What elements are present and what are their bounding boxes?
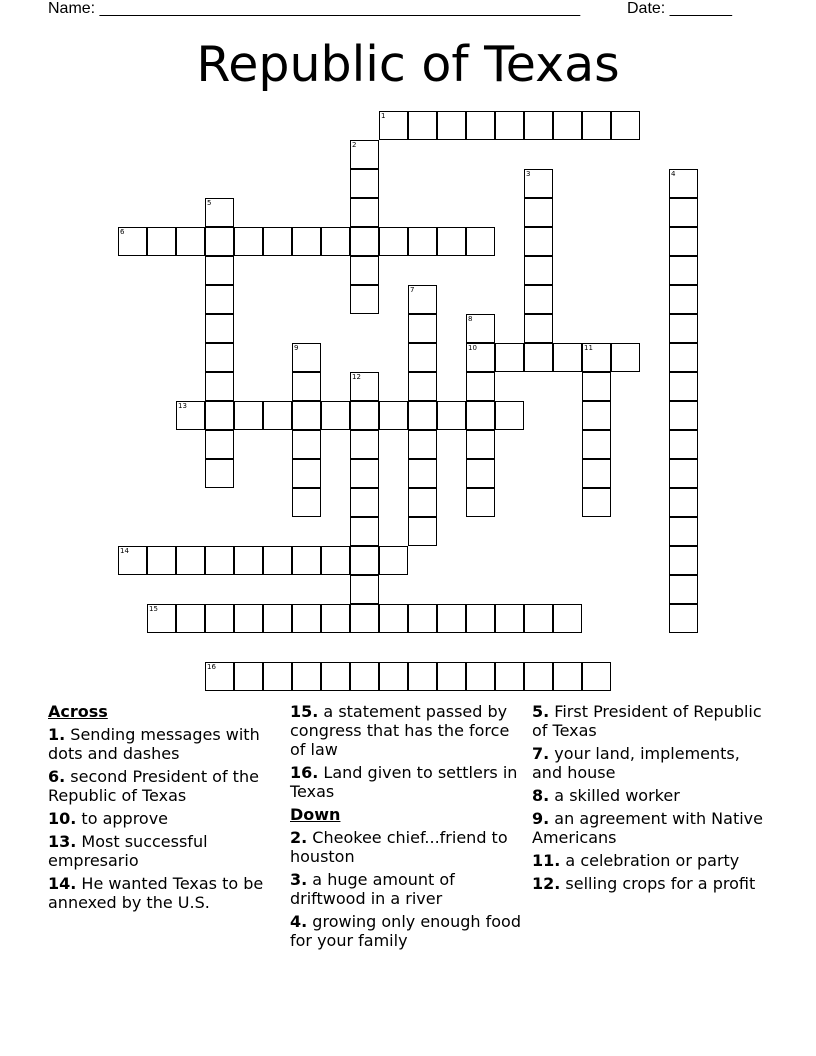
clue-down-4: 4. growing only enough food for your family [290,912,521,950]
grid-cell[interactable] [350,546,379,575]
grid-cell[interactable] [437,111,466,140]
grid-cell[interactable] [495,343,524,372]
grid-cell[interactable] [669,256,698,285]
clue-number: 3 [526,170,531,178]
grid-cell[interactable] [350,227,379,256]
grid-cell[interactable] [582,488,611,517]
date-field[interactable]: Date: _______ [627,0,732,17]
grid-cell[interactable] [321,662,350,691]
grid-cell[interactable] [176,227,205,256]
clue-across-6: 6. second President of the Republic of Texas [48,767,259,805]
grid-cell[interactable] [205,372,234,401]
grid-cell[interactable] [321,604,350,633]
grid-cell[interactable] [524,198,553,227]
grid-cell[interactable] [292,343,321,372]
grid-cell[interactable] [408,430,437,459]
grid-cell[interactable] [176,401,205,430]
grid-cell[interactable] [350,459,379,488]
clues-column-1 [48,702,280,916]
grid-cell[interactable] [350,401,379,430]
grid-cell[interactable] [176,546,205,575]
grid-cell[interactable] [669,169,698,198]
grid-cell[interactable] [669,401,698,430]
grid-cell[interactable] [669,517,698,546]
clue-down-11: 11. a celebration or party [532,851,740,870]
grid-cell[interactable] [524,227,553,256]
grid-cell[interactable] [669,604,698,633]
grid-cell[interactable] [205,285,234,314]
grid-cell[interactable] [205,314,234,343]
grid-cell[interactable] [553,111,582,140]
grid-cell[interactable] [205,604,234,633]
grid-cell[interactable] [582,372,611,401]
clues-column-3 [532,702,772,897]
grid-cell[interactable] [524,314,553,343]
grid-cell[interactable] [669,227,698,256]
clue-number: 14 [120,547,129,555]
grid-cell[interactable] [205,343,234,372]
grid-cell[interactable] [292,459,321,488]
clue-down-5: 5. First President of Republic of Texas [532,702,762,740]
clue-number: 9 [294,344,299,352]
grid-cell[interactable] [495,662,524,691]
grid-cell[interactable] [234,227,263,256]
grid-cell[interactable] [669,198,698,227]
grid-cell[interactable] [118,546,147,575]
name-field[interactable]: Name: ______________________________________________________ [48,0,581,17]
grid-cell[interactable] [669,430,698,459]
grid-cell[interactable] [524,285,553,314]
grid-cell[interactable] [408,227,437,256]
clue-down-2: 2. Cheokee chief...friend to houston [290,828,508,866]
grid-cell[interactable] [292,227,321,256]
grid-cell[interactable] [263,401,292,430]
grid-cell[interactable] [118,227,147,256]
grid-cell[interactable] [321,227,350,256]
grid-cell[interactable] [379,662,408,691]
grid-cell[interactable] [611,343,640,372]
grid-cell[interactable] [582,111,611,140]
grid-cell[interactable] [292,488,321,517]
grid-cell[interactable] [234,546,263,575]
page-title: Republic of Texas [196,36,620,93]
grid-cell[interactable] [263,227,292,256]
grid-cell[interactable] [524,111,553,140]
grid-cell[interactable] [437,604,466,633]
grid-cell[interactable] [350,198,379,227]
down-heading: Down [290,805,341,824]
grid-cell[interactable] [379,111,408,140]
grid-cell[interactable] [292,604,321,633]
clue-number: 7 [410,286,415,294]
grid-cell[interactable] [553,662,582,691]
grid-cell[interactable] [553,604,582,633]
grid-cell[interactable] [408,662,437,691]
grid-cell[interactable] [437,662,466,691]
grid-cell[interactable] [234,662,263,691]
grid-cell[interactable] [408,517,437,546]
grid-cell[interactable] [495,111,524,140]
grid-cell[interactable] [408,372,437,401]
clue-down-12: 12. selling crops for a profit [532,874,756,893]
grid-cell[interactable] [292,662,321,691]
grid-cell[interactable] [408,604,437,633]
grid-cell[interactable] [524,256,553,285]
grid-cell[interactable] [205,546,234,575]
grid-cell[interactable] [466,401,495,430]
grid-cell[interactable] [205,227,234,256]
grid-cell[interactable] [350,575,379,604]
grid-cell[interactable] [292,401,321,430]
clue-number: 11 [584,344,593,352]
grid-cell[interactable] [524,662,553,691]
grid-cell[interactable] [466,430,495,459]
grid-cell[interactable] [669,285,698,314]
grid-cell[interactable] [350,169,379,198]
grid-cell[interactable] [350,285,379,314]
grid-cell[interactable] [234,401,263,430]
grid-cell[interactable] [205,430,234,459]
clue-down-8: 8. a skilled worker [532,786,680,805]
grid-cell[interactable] [350,488,379,517]
grid-cell[interactable] [292,546,321,575]
grid-cell[interactable] [321,401,350,430]
grid-cell[interactable] [147,227,176,256]
grid-cell[interactable] [263,546,292,575]
clue-across-14: 14. He wanted Texas to be annexed by the U.S. [48,874,264,912]
clue-down-7: 7. your land, implements, and house [532,744,740,782]
grid-cell[interactable] [205,198,234,227]
grid-cell[interactable] [379,227,408,256]
grid-cell[interactable] [205,459,234,488]
grid-cell[interactable] [466,604,495,633]
grid-cell[interactable] [466,343,495,372]
clue-across-13: 13. Most successful empresario [48,832,208,870]
grid-cell[interactable] [582,430,611,459]
grid-cell[interactable] [466,111,495,140]
grid-cell[interactable] [263,662,292,691]
grid-cell[interactable] [437,227,466,256]
grid-cell[interactable] [524,169,553,198]
clue-number: 16 [207,663,216,671]
grid-cell[interactable] [437,401,466,430]
grid-cell[interactable] [669,343,698,372]
clue-number: 5 [207,199,212,207]
clue-down-3: 3. a huge amount of driftwood in a river [290,870,455,908]
grid-cell[interactable] [466,488,495,517]
grid-cell[interactable] [524,604,553,633]
grid-cell[interactable] [408,401,437,430]
clues-column-2 [290,702,522,954]
grid-cell[interactable] [350,140,379,169]
grid-cell[interactable] [466,314,495,343]
grid-cell[interactable] [147,546,176,575]
clue-down-9: 9. an agreement with Native Americans [532,809,763,847]
clue-number: 2 [352,141,357,149]
grid-cell[interactable] [321,546,350,575]
clue-number: 4 [671,170,676,178]
grid-cell[interactable] [350,372,379,401]
grid-cell[interactable] [582,343,611,372]
clue-across-16: 16. Land given to settlers in Texas [290,763,518,801]
grid-cell[interactable] [292,430,321,459]
grid-cell[interactable] [611,111,640,140]
grid-cell[interactable] [350,517,379,546]
grid-cell[interactable] [379,401,408,430]
grid-cell[interactable] [147,604,176,633]
grid-cell[interactable] [350,256,379,285]
clue-across-1: 1. Sending messages with dots and dashes [48,725,260,763]
grid-cell[interactable] [669,575,698,604]
grid-cell[interactable] [408,111,437,140]
grid-cell[interactable] [234,604,263,633]
clue-number: 1 [381,112,386,120]
grid-cell[interactable] [524,343,553,372]
clue-number: 13 [178,402,187,410]
clue-number: 6 [120,228,125,236]
grid-cell[interactable] [205,401,234,430]
grid-cell[interactable] [466,459,495,488]
grid-cell[interactable] [669,314,698,343]
grid-cell[interactable] [466,662,495,691]
grid-cell[interactable] [408,488,437,517]
across-heading: Across [48,702,108,721]
grid-cell[interactable] [466,372,495,401]
grid-cell[interactable] [495,401,524,430]
grid-cell[interactable] [350,662,379,691]
clue-across-10: 10. to approve [48,809,169,828]
clue-number: 12 [352,373,361,381]
grid-cell[interactable] [582,459,611,488]
clue-across-15: 15. a statement passed by congress that has the force of law [290,702,510,759]
grid-cell[interactable] [582,401,611,430]
grid-cell[interactable] [553,343,582,372]
grid-cell[interactable] [669,372,698,401]
grid-cell[interactable] [350,430,379,459]
grid-cell[interactable] [408,285,437,314]
clue-number: 15 [149,605,158,613]
grid-cell[interactable] [669,488,698,517]
clue-number: 10 [468,344,477,352]
grid-cell[interactable] [292,372,321,401]
grid-cell[interactable] [408,314,437,343]
grid-cell[interactable] [466,227,495,256]
grid-cell[interactable] [205,256,234,285]
grid-cell[interactable] [408,459,437,488]
grid-cell[interactable] [205,662,234,691]
grid-cell[interactable] [263,604,292,633]
clue-number: 8 [468,315,473,323]
grid-cell[interactable] [350,604,379,633]
grid-cell[interactable] [379,546,408,575]
grid-cell[interactable] [495,604,524,633]
grid-cell[interactable] [669,546,698,575]
grid-cell[interactable] [582,662,611,691]
grid-cell[interactable] [408,343,437,372]
grid-cell[interactable] [379,604,408,633]
grid-cell[interactable] [176,604,205,633]
grid-cell[interactable] [669,459,698,488]
